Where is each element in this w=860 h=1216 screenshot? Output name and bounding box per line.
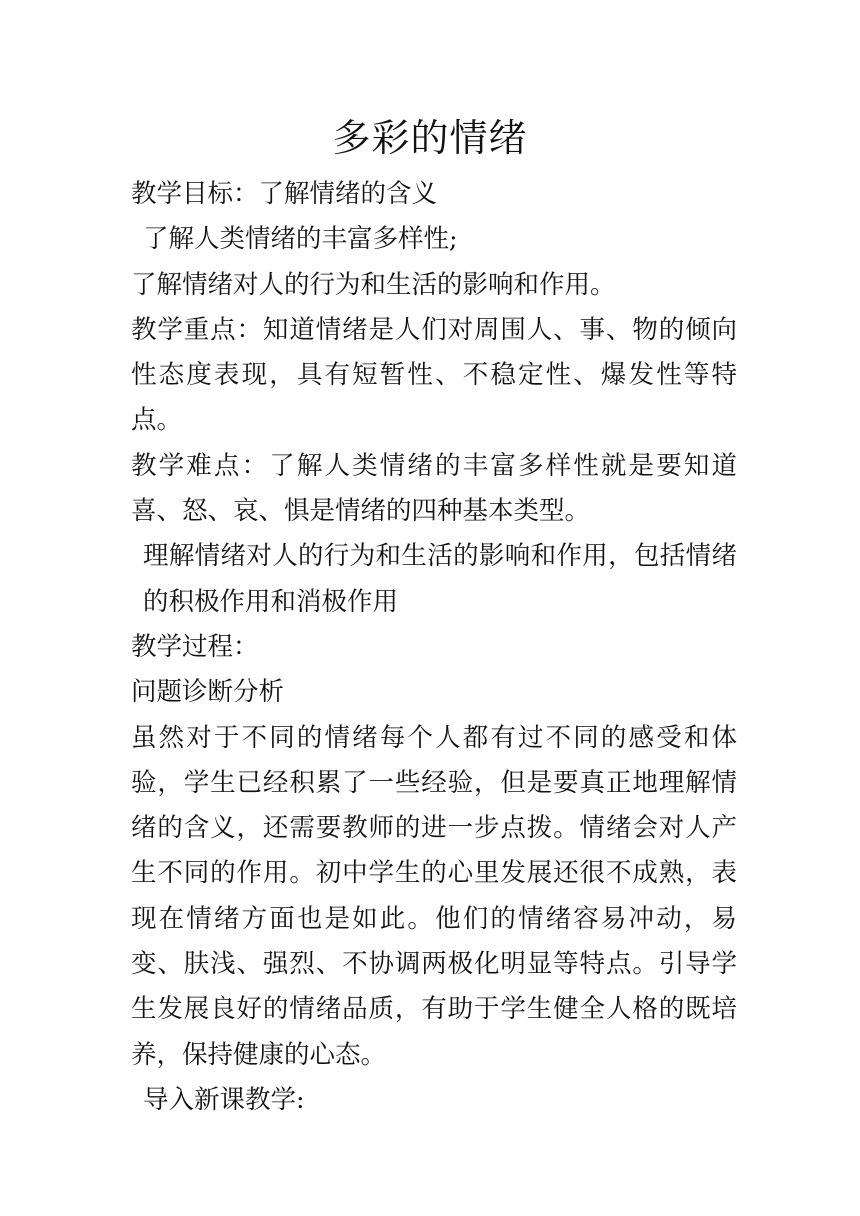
paragraph-problem-analysis-body: 虽然对于不同的情绪每个人都有过不同的感受和体验，学生已经积累了一些经验，但是要真正地理解情绪的含义，还需要教师的进一步点拨。情绪会对人产生不同的作用。初中学生的心里发展还很不成熟，表现在情绪方面也是如此。他们的情绪容易冲动，易变、肤浅、强烈、不协调两极化明显等特点。引导学生发展良好的情绪品质，有助于学生健全人格的既培养，保持健康的心态。 — [131, 722, 737, 1070]
paragraph-teaching-difficulty: 教学难点：了解人类情绪的丰富多样性就是要知道喜、怒、哀、惧是情绪的四种基本类型。 — [131, 450, 737, 527]
document-body — [131, 172, 737, 1123]
paragraph-goal-diversity: 了解人类情绪的丰富多样性; — [143, 224, 458, 255]
paragraph-difficulty-influence: 理解情绪对人的行为和生活的影响和作用，包括情绪的积极作用和消极作用 — [143, 541, 737, 617]
paragraph-teaching-focus: 教学重点：知道情绪是人们对周围人、事、物的倾向性态度表现，具有短暂性、不稳定性、爆发性等特点。 — [131, 314, 737, 436]
paragraph-new-lesson-intro: 导入新课教学: — [143, 1084, 305, 1115]
paragraph-teaching-process: 教学过程： — [131, 631, 259, 662]
paragraph-teaching-goal: 教学目标：了解情绪的含义 — [131, 179, 438, 209]
paragraph-goal-influence: 了解情绪对人的行为和生活的影响和作用。 — [131, 269, 616, 300]
document-title: 多彩的情绪 — [332, 116, 528, 160]
paragraph-problem-analysis-heading: 问题诊断分析 — [131, 677, 285, 708]
